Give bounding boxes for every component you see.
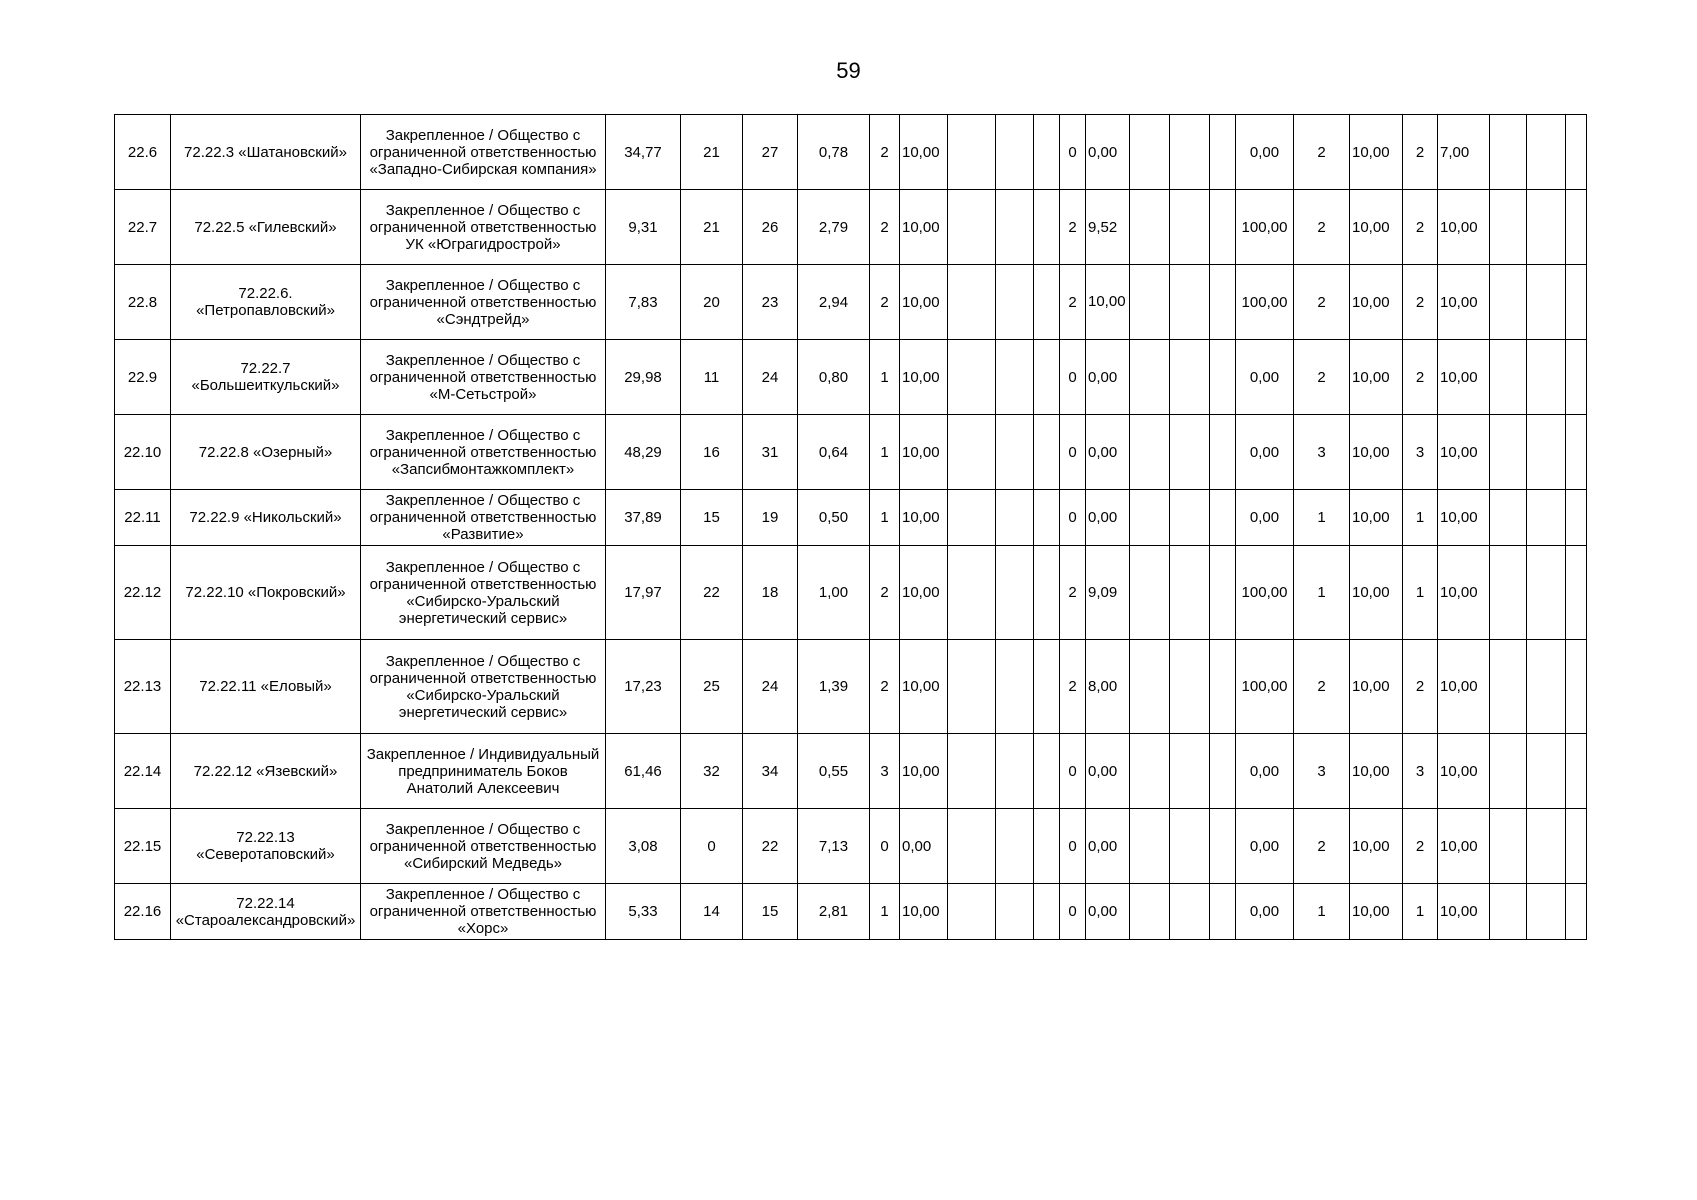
value-cell: 0,80 bbox=[798, 340, 870, 415]
empty-cell bbox=[1210, 640, 1236, 734]
value-cell: 0 bbox=[870, 809, 900, 884]
empty-cell bbox=[1210, 115, 1236, 190]
value-cell: 2 bbox=[1403, 190, 1438, 265]
empty-cell bbox=[948, 884, 996, 940]
value-cell: 7,13 bbox=[798, 809, 870, 884]
value-cell: 0 bbox=[1060, 884, 1086, 940]
value-cell: 10,00 bbox=[900, 490, 948, 546]
value-cell: 100,00 bbox=[1236, 546, 1294, 640]
empty-cell bbox=[1527, 734, 1566, 809]
value-cell: 23 bbox=[743, 265, 798, 340]
table-row bbox=[115, 115, 1587, 190]
value-cell: 10,00 bbox=[1350, 884, 1403, 940]
value-cell: 0 bbox=[1060, 415, 1086, 490]
empty-cell bbox=[1210, 884, 1236, 940]
empty-cell bbox=[948, 190, 996, 265]
empty-cell bbox=[948, 640, 996, 734]
empty-cell bbox=[1566, 884, 1587, 940]
empty-cell bbox=[1566, 340, 1587, 415]
value-cell: 0,00 bbox=[1236, 490, 1294, 546]
value-cell: 7,83 bbox=[606, 265, 681, 340]
empty-cell bbox=[1170, 190, 1210, 265]
value-cell: 48,29 bbox=[606, 415, 681, 490]
empty-cell bbox=[1130, 415, 1170, 490]
value-cell: 2 bbox=[1294, 640, 1350, 734]
value-cell: 8,00 bbox=[1086, 640, 1130, 734]
value-cell: 10,00 bbox=[1350, 115, 1403, 190]
value-cell: 0,55 bbox=[798, 734, 870, 809]
value-cell: 2 bbox=[1060, 640, 1086, 734]
empty-cell bbox=[1527, 809, 1566, 884]
value-cell: 2,81 bbox=[798, 884, 870, 940]
empty-cell bbox=[1490, 190, 1527, 265]
value-cell: 1 bbox=[1403, 884, 1438, 940]
value-cell: 100,00 bbox=[1236, 265, 1294, 340]
empty-cell bbox=[1490, 265, 1527, 340]
table-row bbox=[115, 265, 1587, 340]
empty-cell bbox=[1034, 265, 1060, 340]
value-cell: 2 bbox=[870, 640, 900, 734]
table-row bbox=[115, 809, 1587, 884]
value-cell: 24 bbox=[743, 640, 798, 734]
value-cell: 10,00 bbox=[1438, 190, 1490, 265]
value-cell: 2 bbox=[870, 190, 900, 265]
value-cell: 21 bbox=[681, 115, 743, 190]
table-row bbox=[115, 884, 1587, 940]
empty-cell bbox=[1210, 490, 1236, 546]
value-cell: 61,46 bbox=[606, 734, 681, 809]
value-cell: 10,00 bbox=[1438, 546, 1490, 640]
value-cell: 1 bbox=[1294, 546, 1350, 640]
empty-cell bbox=[1566, 265, 1587, 340]
row-number: 22.9 bbox=[115, 340, 171, 415]
empty-cell bbox=[1490, 415, 1527, 490]
row-number: 22.15 bbox=[115, 809, 171, 884]
empty-cell bbox=[1527, 190, 1566, 265]
value-cell: 0,00 bbox=[1236, 734, 1294, 809]
value-cell: 10,00 bbox=[1438, 734, 1490, 809]
value-cell: 2 bbox=[1294, 265, 1350, 340]
empty-cell bbox=[1566, 809, 1587, 884]
empty-cell bbox=[1034, 884, 1060, 940]
value-cell: 10,00 bbox=[1438, 884, 1490, 940]
table-row bbox=[115, 490, 1587, 546]
site-name: 72.22.14 «Староалександровский» bbox=[171, 884, 361, 940]
row-number: 22.13 bbox=[115, 640, 171, 734]
value-cell: 9,31 bbox=[606, 190, 681, 265]
value-cell: 10,00 bbox=[900, 884, 948, 940]
owner-cell: Закрепленное / Общество с ограниченной ответственностью «Сибирско-Уральский энергетический сервис» bbox=[361, 640, 606, 734]
site-name: 72.22.12 «Язевский» bbox=[171, 734, 361, 809]
value-cell: 10,00 bbox=[1350, 265, 1403, 340]
table-row bbox=[115, 546, 1587, 640]
value-cell: 32 bbox=[681, 734, 743, 809]
value-cell: 2 bbox=[1403, 809, 1438, 884]
value-cell: 10,00 bbox=[1350, 734, 1403, 809]
value-cell: 2 bbox=[1294, 809, 1350, 884]
value-cell: 25 bbox=[681, 640, 743, 734]
table-body bbox=[115, 115, 1587, 940]
value-cell: 0,00 bbox=[1086, 884, 1130, 940]
empty-cell bbox=[1527, 415, 1566, 490]
value-cell: 24 bbox=[743, 340, 798, 415]
value-cell: 3 bbox=[1294, 415, 1350, 490]
empty-cell bbox=[948, 265, 996, 340]
empty-cell bbox=[1170, 490, 1210, 546]
value-cell: 0,00 bbox=[1086, 809, 1130, 884]
site-name: 72.22.7 «Большеиткульский» bbox=[171, 340, 361, 415]
value-cell: 3 bbox=[1294, 734, 1350, 809]
value-cell: 15 bbox=[681, 490, 743, 546]
empty-cell bbox=[996, 884, 1034, 940]
value-cell: 10,00 bbox=[900, 640, 948, 734]
value-cell: 0 bbox=[1060, 340, 1086, 415]
row-number: 22.6 bbox=[115, 115, 171, 190]
table-row bbox=[115, 190, 1587, 265]
empty-cell bbox=[1130, 734, 1170, 809]
value-cell: 10,00 bbox=[1438, 265, 1490, 340]
empty-cell bbox=[948, 115, 996, 190]
empty-cell bbox=[996, 809, 1034, 884]
empty-cell bbox=[1527, 490, 1566, 546]
empty-cell bbox=[996, 546, 1034, 640]
value-cell: 3 bbox=[870, 734, 900, 809]
value-cell: 22 bbox=[743, 809, 798, 884]
site-name: 72.22.10 «Покровский» bbox=[171, 546, 361, 640]
row-number: 22.11 bbox=[115, 490, 171, 546]
value-cell: 2 bbox=[1294, 115, 1350, 190]
empty-cell bbox=[996, 490, 1034, 546]
row-number: 22.16 bbox=[115, 884, 171, 940]
value-cell: 0 bbox=[1060, 490, 1086, 546]
empty-cell bbox=[1566, 640, 1587, 734]
empty-cell bbox=[1130, 115, 1170, 190]
value-cell: 10,00 bbox=[1438, 340, 1490, 415]
value-cell: 10,00 bbox=[1086, 265, 1130, 340]
empty-cell bbox=[1034, 640, 1060, 734]
empty-cell bbox=[1170, 115, 1210, 190]
empty-cell bbox=[1490, 640, 1527, 734]
value-cell: 3,08 bbox=[606, 809, 681, 884]
empty-cell bbox=[1170, 640, 1210, 734]
empty-cell bbox=[1210, 415, 1236, 490]
empty-cell bbox=[1527, 265, 1566, 340]
empty-cell bbox=[1034, 190, 1060, 265]
value-cell: 0,78 bbox=[798, 115, 870, 190]
empty-cell bbox=[1170, 265, 1210, 340]
table-row bbox=[115, 415, 1587, 490]
empty-cell bbox=[1210, 190, 1236, 265]
value-cell: 34 bbox=[743, 734, 798, 809]
value-cell: 34,77 bbox=[606, 115, 681, 190]
owner-cell: Закрепленное / Общество с ограниченной ответственностью «Сэндтрейд» bbox=[361, 265, 606, 340]
value-cell: 2,94 bbox=[798, 265, 870, 340]
empty-cell bbox=[1034, 734, 1060, 809]
empty-cell bbox=[1034, 809, 1060, 884]
value-cell: 0,00 bbox=[1236, 884, 1294, 940]
empty-cell bbox=[1130, 640, 1170, 734]
owner-cell: Закрепленное / Индивидуальный предприниматель Боков Анатолий Алексеевич bbox=[361, 734, 606, 809]
empty-cell bbox=[996, 265, 1034, 340]
empty-cell bbox=[1210, 340, 1236, 415]
value-cell: 0,00 bbox=[1086, 115, 1130, 190]
empty-cell bbox=[1490, 340, 1527, 415]
data-table bbox=[114, 114, 1587, 940]
value-cell: 3 bbox=[1403, 415, 1438, 490]
empty-cell bbox=[1170, 415, 1210, 490]
empty-cell bbox=[948, 546, 996, 640]
value-cell: 2 bbox=[870, 115, 900, 190]
empty-cell bbox=[1170, 546, 1210, 640]
empty-cell bbox=[1490, 884, 1527, 940]
empty-cell bbox=[1130, 884, 1170, 940]
empty-cell bbox=[1566, 490, 1587, 546]
empty-cell bbox=[1130, 340, 1170, 415]
value-cell: 0,50 bbox=[798, 490, 870, 546]
value-cell: 31 bbox=[743, 415, 798, 490]
empty-cell bbox=[1527, 115, 1566, 190]
value-cell: 2 bbox=[870, 265, 900, 340]
empty-cell bbox=[1527, 546, 1566, 640]
value-cell: 0,00 bbox=[1086, 490, 1130, 546]
value-cell: 0,00 bbox=[900, 809, 948, 884]
empty-cell bbox=[996, 340, 1034, 415]
empty-cell bbox=[1527, 640, 1566, 734]
value-cell: 10,00 bbox=[900, 265, 948, 340]
value-cell: 2 bbox=[1403, 115, 1438, 190]
value-cell: 0,00 bbox=[1236, 340, 1294, 415]
value-cell: 18 bbox=[743, 546, 798, 640]
value-cell: 0,00 bbox=[1086, 340, 1130, 415]
value-cell: 27 bbox=[743, 115, 798, 190]
empty-cell bbox=[1566, 734, 1587, 809]
value-cell: 1 bbox=[1294, 490, 1350, 546]
empty-cell bbox=[996, 115, 1034, 190]
site-name: 72.22.5 «Гилевский» bbox=[171, 190, 361, 265]
empty-cell bbox=[1170, 340, 1210, 415]
value-cell: 10,00 bbox=[900, 190, 948, 265]
row-number: 22.10 bbox=[115, 415, 171, 490]
site-name: 72.22.8 «Озерный» bbox=[171, 415, 361, 490]
empty-cell bbox=[1210, 734, 1236, 809]
value-cell: 10,00 bbox=[900, 340, 948, 415]
table-row bbox=[115, 340, 1587, 415]
value-cell: 22 bbox=[681, 546, 743, 640]
value-cell: 7,00 bbox=[1438, 115, 1490, 190]
empty-cell bbox=[1210, 265, 1236, 340]
value-cell: 2 bbox=[1403, 340, 1438, 415]
value-cell: 19 bbox=[743, 490, 798, 546]
value-cell: 2 bbox=[1294, 190, 1350, 265]
value-cell: 0,00 bbox=[1236, 115, 1294, 190]
empty-cell bbox=[1210, 546, 1236, 640]
empty-cell bbox=[1130, 265, 1170, 340]
empty-cell bbox=[1130, 546, 1170, 640]
table-row bbox=[115, 640, 1587, 734]
value-cell: 5,33 bbox=[606, 884, 681, 940]
value-cell: 16 bbox=[681, 415, 743, 490]
empty-cell bbox=[1034, 490, 1060, 546]
value-cell: 15 bbox=[743, 884, 798, 940]
site-name: 72.22.11 «Еловый» bbox=[171, 640, 361, 734]
empty-cell bbox=[1566, 115, 1587, 190]
value-cell: 2 bbox=[870, 546, 900, 640]
page-number: 59 bbox=[836, 58, 861, 83]
empty-cell bbox=[1490, 546, 1527, 640]
empty-cell bbox=[1527, 884, 1566, 940]
empty-cell bbox=[1170, 809, 1210, 884]
value-cell: 3 bbox=[1403, 734, 1438, 809]
owner-cell: Закрепленное / Общество с ограниченной ответственностью «Сибирско-Уральский энергетический сервис» bbox=[361, 546, 606, 640]
empty-cell bbox=[1130, 190, 1170, 265]
empty-cell bbox=[1034, 115, 1060, 190]
row-number: 22.7 bbox=[115, 190, 171, 265]
value-cell: 1,00 bbox=[798, 546, 870, 640]
empty-cell bbox=[1566, 415, 1587, 490]
owner-cell: Закрепленное / Общество с ограниченной ответственностью «Развитие» bbox=[361, 490, 606, 546]
empty-cell bbox=[996, 190, 1034, 265]
empty-cell bbox=[948, 809, 996, 884]
value-cell: 1 bbox=[870, 490, 900, 546]
empty-cell bbox=[1490, 115, 1527, 190]
value-cell: 10,00 bbox=[1438, 415, 1490, 490]
owner-cell: Закрепленное / Общество с ограниченной ответственностью «Западно-Сибирская компания» bbox=[361, 115, 606, 190]
value-cell: 29,98 bbox=[606, 340, 681, 415]
site-name: 72.22.3 «Шатановский» bbox=[171, 115, 361, 190]
site-name: 72.22.6. «Петропавловский» bbox=[171, 265, 361, 340]
value-cell: 0,00 bbox=[1086, 734, 1130, 809]
empty-cell bbox=[1490, 734, 1527, 809]
empty-cell bbox=[948, 734, 996, 809]
value-cell: 2 bbox=[1403, 640, 1438, 734]
owner-cell: Закрепленное / Общество с ограниченной ответственностью «М-Сетьстрой» bbox=[361, 340, 606, 415]
empty-cell bbox=[948, 415, 996, 490]
empty-cell bbox=[1566, 190, 1587, 265]
empty-cell bbox=[996, 640, 1034, 734]
value-cell: 10,00 bbox=[1350, 340, 1403, 415]
value-cell: 10,00 bbox=[1438, 809, 1490, 884]
value-cell: 0 bbox=[681, 809, 743, 884]
empty-cell bbox=[1490, 809, 1527, 884]
value-cell: 0 bbox=[1060, 809, 1086, 884]
value-cell: 9,09 bbox=[1086, 546, 1130, 640]
row-number: 22.8 bbox=[115, 265, 171, 340]
value-cell: 17,23 bbox=[606, 640, 681, 734]
value-cell: 26 bbox=[743, 190, 798, 265]
value-cell: 2 bbox=[1294, 340, 1350, 415]
value-cell: 0,64 bbox=[798, 415, 870, 490]
value-cell: 1 bbox=[870, 415, 900, 490]
value-cell: 0,00 bbox=[1236, 809, 1294, 884]
owner-cell: Закрепленное / Общество с ограниченной ответственностью УК «Юграгидрострой» bbox=[361, 190, 606, 265]
value-cell: 10,00 bbox=[1350, 809, 1403, 884]
value-cell: 9,52 bbox=[1086, 190, 1130, 265]
table-row bbox=[115, 734, 1587, 809]
site-name: 72.22.9 «Никольский» bbox=[171, 490, 361, 546]
empty-cell bbox=[1034, 546, 1060, 640]
empty-cell bbox=[948, 490, 996, 546]
empty-cell bbox=[1566, 546, 1587, 640]
value-cell: 2 bbox=[1403, 265, 1438, 340]
empty-cell bbox=[1034, 415, 1060, 490]
value-cell: 1 bbox=[870, 340, 900, 415]
value-cell: 10,00 bbox=[900, 115, 948, 190]
row-number: 22.14 bbox=[115, 734, 171, 809]
value-cell: 1 bbox=[1403, 490, 1438, 546]
owner-cell: Закрепленное / Общество с ограниченной ответственностью «Запсибмонтажкомплект» bbox=[361, 415, 606, 490]
owner-cell: Закрепленное / Общество с ограниченной ответственностью «Хорс» bbox=[361, 884, 606, 940]
value-cell: 20 bbox=[681, 265, 743, 340]
value-cell: 0 bbox=[1060, 115, 1086, 190]
owner-cell: Закрепленное / Общество с ограниченной ответственностью «Сибирский Медведь» bbox=[361, 809, 606, 884]
empty-cell bbox=[1210, 809, 1236, 884]
empty-cell bbox=[996, 415, 1034, 490]
value-cell: 10,00 bbox=[1350, 415, 1403, 490]
value-cell: 2 bbox=[1060, 190, 1086, 265]
value-cell: 10,00 bbox=[1350, 490, 1403, 546]
value-cell: 14 bbox=[681, 884, 743, 940]
empty-cell bbox=[1130, 490, 1170, 546]
value-cell: 1,39 bbox=[798, 640, 870, 734]
value-cell: 0,00 bbox=[1236, 415, 1294, 490]
value-cell: 0 bbox=[1060, 734, 1086, 809]
value-cell: 1 bbox=[1403, 546, 1438, 640]
value-cell: 10,00 bbox=[1350, 546, 1403, 640]
value-cell: 21 bbox=[681, 190, 743, 265]
value-cell: 0,00 bbox=[1086, 415, 1130, 490]
value-cell: 2,79 bbox=[798, 190, 870, 265]
value-cell: 10,00 bbox=[1438, 490, 1490, 546]
row-number: 22.12 bbox=[115, 546, 171, 640]
value-cell: 100,00 bbox=[1236, 190, 1294, 265]
empty-cell bbox=[1170, 734, 1210, 809]
value-cell: 11 bbox=[681, 340, 743, 415]
empty-cell bbox=[1034, 340, 1060, 415]
value-cell: 37,89 bbox=[606, 490, 681, 546]
empty-cell bbox=[948, 340, 996, 415]
value-cell: 100,00 bbox=[1236, 640, 1294, 734]
value-cell: 10,00 bbox=[1350, 190, 1403, 265]
value-cell: 17,97 bbox=[606, 546, 681, 640]
site-name: 72.22.13 «Северотаповский» bbox=[171, 809, 361, 884]
value-cell: 10,00 bbox=[900, 546, 948, 640]
empty-cell bbox=[996, 734, 1034, 809]
value-cell: 10,00 bbox=[900, 415, 948, 490]
value-cell: 10,00 bbox=[900, 734, 948, 809]
empty-cell bbox=[1527, 340, 1566, 415]
empty-cell bbox=[1130, 809, 1170, 884]
value-cell: 1 bbox=[1294, 884, 1350, 940]
value-cell: 10,00 bbox=[1438, 640, 1490, 734]
value-cell: 1 bbox=[870, 884, 900, 940]
empty-cell bbox=[1490, 490, 1527, 546]
value-cell: 2 bbox=[1060, 265, 1086, 340]
value-cell: 2 bbox=[1060, 546, 1086, 640]
value-cell: 10,00 bbox=[1350, 640, 1403, 734]
empty-cell bbox=[1170, 884, 1210, 940]
